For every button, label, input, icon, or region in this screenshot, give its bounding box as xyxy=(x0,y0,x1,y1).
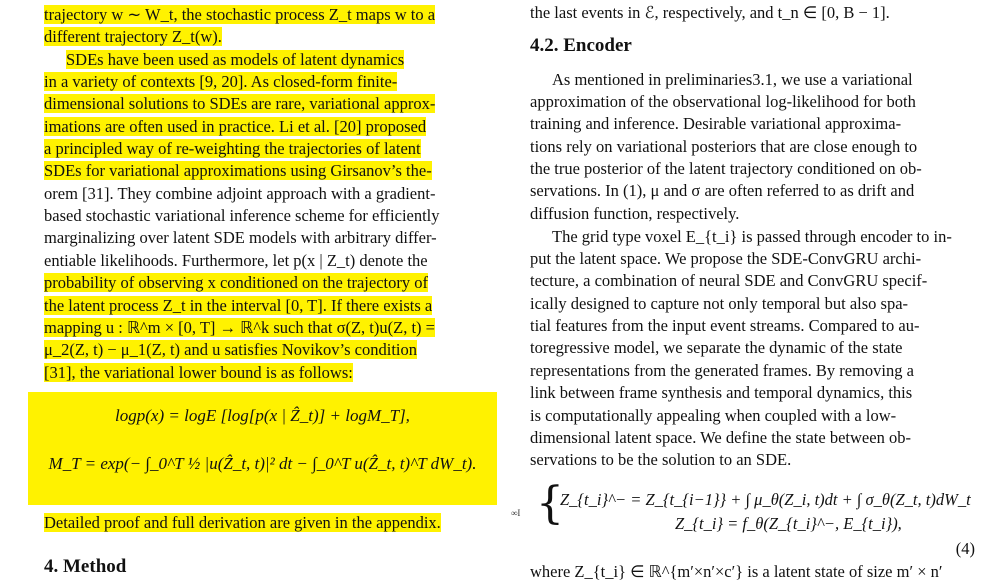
right-line-11: ically designed to capture not only temporal but also spa- xyxy=(530,294,909,313)
left-text-12: entiable likelihoods. Furthermore, let p(x | Z_t) denote the xyxy=(44,251,428,270)
subsection-heading-encoder: 4.2. Encoder xyxy=(530,35,632,56)
equation-4-line-2: Z_{t_i} = f_θ(Z_{t_i}^−, E_{t_i}), xyxy=(675,514,902,533)
left-text-1: trajectory w ∼ W_t, the stochastic process Z_t maps w to a xyxy=(44,5,436,24)
right-line-16: is computationally appealing when coupled with a low- xyxy=(530,406,897,425)
left-text-8: SDEs for variational approximations using Girsanov’s the- xyxy=(44,161,432,180)
right-bottom-line: where Z_{t_i} ∈ ℝ^{m′×n′×c′} is a latent state of size m′ × n′ xyxy=(530,562,943,581)
left-line-11 xyxy=(44,227,437,249)
right-line-10: tecture, a combination of neural SDE and ConvGRU specif- xyxy=(530,271,928,290)
right-line-1: As mentioned in preliminaries3.1, we use a variational xyxy=(552,70,913,89)
right-line-7: diffusion function, respectively. xyxy=(530,204,740,223)
left-line-17 xyxy=(44,362,353,384)
left-text-14: the latent process Z_t in the interval [0, T]. If there exists a xyxy=(44,296,433,315)
right-line-2: approximation of the observational log-likelihood for both xyxy=(530,92,916,111)
left-text-11: marginalizing over latent SDE models with arbitrary differ- xyxy=(44,228,437,247)
left-text-4: in a variety of contexts [9, 20]. As closed-form finite- xyxy=(44,72,398,91)
left-line-4 xyxy=(44,71,397,93)
equation-4-line-1: Z_{t_i}^− = Z_{t_{i−1}} + ∫ μ_θ(Z_i, t)dt + ∫ σ_θ(Z_t, t)dW_t xyxy=(560,490,971,509)
left-line-7 xyxy=(44,138,421,160)
equation-4-number: (4) xyxy=(955,539,975,558)
left-text-2: different trajectory Z_t(w). xyxy=(44,27,222,46)
left-line-2 xyxy=(44,26,222,48)
left-brace-symbol: { xyxy=(536,478,564,529)
right-top-line: the last events in ℰ, respectively, and t_n ∈ [0, B − 1]. xyxy=(530,3,890,22)
lower-bound-equation-block xyxy=(28,392,497,505)
left-text-9: orem [31]. They combine adjoint approach with a gradient- xyxy=(44,184,436,203)
right-line-3: training and inference. Desirable variational approxima- xyxy=(530,114,902,133)
left-text-17: [31], the variational lower bound is as follows: xyxy=(44,363,353,382)
right-line-13: toregressive model, we separate the dynamic of the state xyxy=(530,338,903,357)
left-line-9 xyxy=(44,183,435,205)
proof-note-line xyxy=(44,512,441,534)
right-line-15: link between frame synthesis and temporal dynamics, this xyxy=(530,383,913,402)
right-line-4: tions rely on variational posteriors that are close enough to xyxy=(530,137,918,156)
left-line-12 xyxy=(44,250,428,272)
right-line-12: tial features from the input event streams. Compared to au- xyxy=(530,316,920,335)
left-text-10: based stochastic variational inference scheme for efficiently xyxy=(44,206,440,225)
left-line-10 xyxy=(44,205,440,227)
right-line-9: put the latent space. We propose the SDE-ConvGRU archi- xyxy=(530,249,922,268)
left-text-5: dimensional solutions to SDEs are rare, variational approx- xyxy=(44,94,436,113)
equation-log-likelihood: logp(x) = logE [log[p(x | Ẑ_t)] + logM_T], xyxy=(115,406,410,425)
left-line-6 xyxy=(44,116,426,138)
left-text-15: mapping u : ℝ^m × [0, T] → ℝ^k such that σ(Z, t)u(Z, t) = xyxy=(44,318,435,337)
right-line-6: servations. In (1), μ and σ are often referred to as drift and xyxy=(530,181,915,200)
left-line-16 xyxy=(44,339,417,361)
left-text-16: μ_2(Z, t) − μ_1(Z, t) and u satisfies Novikov’s condition xyxy=(44,340,417,359)
left-line-14 xyxy=(44,295,432,317)
left-text-13: probability of observing x conditioned on the trajectory of xyxy=(44,273,428,292)
left-line-15 xyxy=(44,317,435,339)
left-line-13 xyxy=(44,272,428,294)
section-heading-method: 4. Method xyxy=(44,556,127,577)
equation-m-t: M_T = exp(− ∫_0^T ½ |u(Ẑ_t, t)|² dt − ∫_0^T u(Ẑ_t, t)^T dW_t). xyxy=(48,454,477,473)
left-line-8 xyxy=(44,160,432,182)
left-line-3 xyxy=(66,49,491,71)
proof-note: Detailed proof and full derivation are given in the appendix. xyxy=(44,513,441,532)
right-line-8: The grid type voxel E_{t_i} is passed through encoder to in- xyxy=(552,227,952,246)
left-text-6: imations are often used in practice. Li et al. [20] proposed xyxy=(44,117,427,136)
right-line-18: servations to be the solution to an SDE. xyxy=(530,450,792,469)
right-line-5: the true posterior of the latent trajectory conditioned on ob- xyxy=(530,159,922,178)
left-text-7: a principled way of re-weighting the trajectories of latent xyxy=(44,139,421,158)
right-line-17: dimensional latent space. We define the state between ob- xyxy=(530,428,911,447)
left-line-5 xyxy=(44,93,435,115)
right-line-14: representations from the generated frames. By removing a xyxy=(530,361,914,380)
left-line-1 xyxy=(44,4,491,26)
margin-mark: ∞I xyxy=(511,508,521,518)
left-text-3: SDEs have been used as models of latent dynamics xyxy=(66,50,405,69)
